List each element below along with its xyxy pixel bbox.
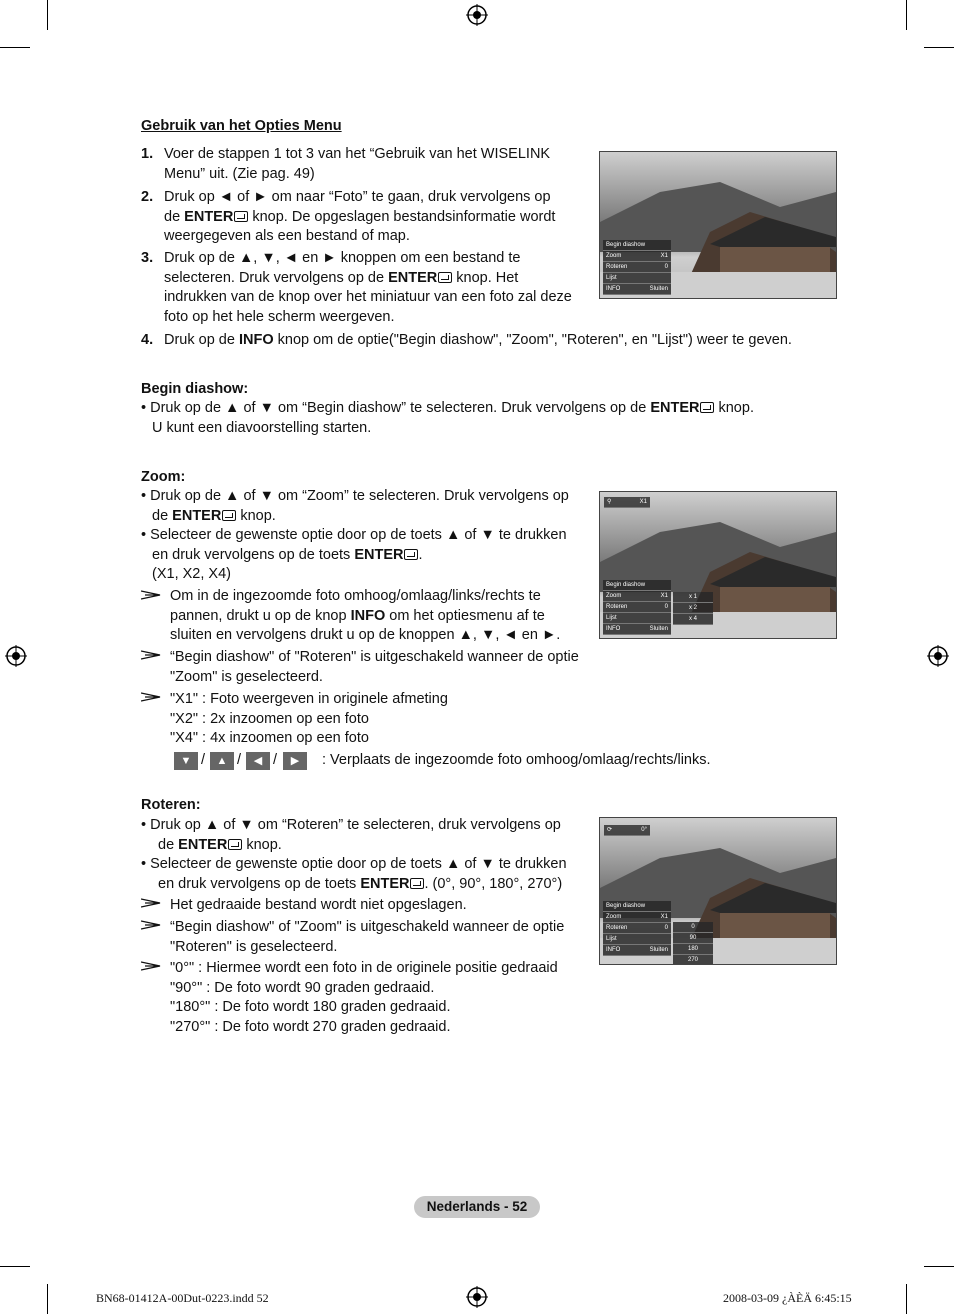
submenu-item-label: 270 [687, 957, 698, 963]
enter-label: ENTER [388, 269, 438, 286]
note-arrow-icon [141, 961, 161, 971]
menu-item-label: Zoom [606, 914, 622, 920]
step-line: Druk op ◄ of ► om naar “Foto” te gaan, druk vervolgens op [164, 189, 551, 205]
menu-item-value: 0 [664, 264, 668, 270]
submenu-item[interactable] [673, 922, 713, 933]
menu-item-label: Lijst [606, 936, 617, 942]
bullet-line: • Druk op de ▲ of ▼ om “Begin diashow” te selecteren. Druk vervolgens op de [141, 400, 651, 416]
note-arrow-icon [141, 898, 161, 908]
close-label: Sluiten [649, 947, 668, 953]
note-line: "0°" : Hiermee wordt een foto in de originele positie gedraaid [170, 960, 558, 976]
bullet-line: • Druk op ▲ of ▼ om “Roteren” te selecteren, druk vervolgens op [141, 817, 561, 833]
menu-footer [603, 624, 671, 635]
separator: / [237, 752, 242, 768]
info-label: INFO [238, 332, 274, 348]
menu-item-label: Lijst [606, 275, 617, 281]
info-badge: INFO [606, 286, 621, 292]
note-line: “Begin diashow" of "Roteren" is uitgeschakeld wanneer de optie [170, 649, 579, 665]
bullet-line: (X1, X2, X4) [152, 566, 231, 582]
enter-icon [404, 549, 418, 560]
submenu-item[interactable] [673, 955, 713, 965]
step-line: Druk op de ▲, ▼, ◄ en ► knoppen om een bestand te [164, 250, 521, 266]
menu-item-label: Lijst [606, 615, 617, 621]
enter-label: ENTER [172, 507, 222, 524]
enter-icon [410, 878, 424, 889]
crop-mark [0, 1266, 30, 1267]
step-line: weergegeven als een bestand of map. [164, 228, 410, 244]
note-line: "270°" : De foto wordt 270 graden gedraaid. [170, 1018, 451, 1035]
note-line: sluiten en vervolgens drukt u op de knoppen ▲, ▼, ◄ en ►. [170, 627, 561, 643]
menu-item[interactable] [603, 923, 671, 934]
menu-footer [603, 284, 671, 295]
bullet-line: knop. [242, 836, 282, 853]
options-menu[interactable] [603, 580, 671, 635]
note-line: "X1" : Foto weergeven in originele afmeting [170, 691, 448, 707]
note-arrow-icon [141, 590, 161, 600]
menu-item-value: 0 [664, 925, 668, 931]
step-number: 4. [141, 332, 154, 348]
enter-icon [700, 402, 714, 413]
note-arrow-icon [141, 650, 161, 660]
bullet-line: en druk vervolgens op de toets [152, 546, 355, 563]
rotate-heading: Roteren: [141, 797, 201, 813]
begin-text [141, 399, 754, 438]
zoom-note-1 [170, 587, 560, 646]
menu-item-label: Begin diashow [606, 903, 646, 909]
left-button-icon: ◀ [246, 752, 270, 770]
menu-item[interactable] [603, 934, 671, 945]
submenu-item-label: x 4 [688, 616, 697, 622]
enter-label: ENTER [178, 836, 228, 853]
menu-item[interactable] [603, 273, 671, 284]
rotate-note-1: Het gedraaide bestand wordt niet opgeslagen. [170, 897, 467, 913]
menu-item[interactable] [603, 262, 671, 273]
zoom-note-3 [170, 690, 448, 749]
rotate-icon: ⟳ [607, 827, 613, 833]
menu-item-value: 0 [664, 604, 668, 610]
menu-item[interactable] [603, 912, 671, 923]
menu-item[interactable] [603, 901, 671, 912]
step-line: knop. Het [452, 269, 519, 286]
rotate-note-3 [170, 959, 558, 1037]
options-menu[interactable] [603, 240, 671, 295]
note-arrow-icon [141, 692, 161, 702]
note-line: "Zoom" is geselecteerd. [170, 668, 323, 685]
info-badge: INFO [606, 947, 621, 953]
menu-item-label: Begin diashow [606, 582, 646, 588]
enter-icon [234, 211, 248, 222]
step-line: indrukken van de knop over het miniatuur van een foto zal deze [164, 289, 572, 305]
step-text [164, 145, 550, 184]
note-line: om het optiesmenu af te [385, 607, 545, 624]
step-number: 3. [141, 250, 154, 266]
bullet-line: . [418, 546, 423, 563]
page-number-badge: Nederlands - 52 [414, 1196, 540, 1218]
menu-item-label: Begin diashow [606, 242, 646, 248]
crop-mark [0, 47, 30, 48]
tv-screen-rotate [599, 817, 837, 965]
info-label: INFO [350, 607, 386, 624]
note-line: "180°" : De foto wordt 180 graden gedraaid. [170, 999, 451, 1015]
menu-item[interactable] [603, 240, 671, 251]
bullet-line: U kunt een diavoorstelling starten. [152, 419, 372, 436]
footer-file: BN68-01412A-00Dut-0223.indd 52 [96, 1291, 269, 1305]
zoom-indicator-value: X1 [639, 499, 647, 505]
crop-mark [47, 1284, 48, 1314]
step-line: knop om de optie("Begin diashow", "Zoom", "Roteren", en "Lijst") weer te geven. [273, 332, 792, 348]
down-button-icon: ▼ [174, 752, 198, 770]
menu-item[interactable] [603, 613, 671, 624]
bullet-line: • Druk op de ▲ of ▼ om “Zoom” te selecteren. Druk vervolgens op [141, 488, 569, 504]
menu-item-value: X1 [660, 253, 668, 259]
move-text: : Verplaats de ingezoomde foto omhoog/omlaag/rechts/links. [322, 752, 711, 768]
section-title: Gebruik van het Opties Menu [141, 118, 342, 134]
bullet-line: knop. [714, 400, 754, 416]
menu-item-value: X1 [660, 593, 668, 599]
bullet-line: . (0°, 90°, 180°, 270°) [424, 875, 563, 892]
zoom-submenu[interactable] [673, 592, 713, 625]
step-text [164, 331, 792, 351]
bullet-line: knop. [236, 507, 276, 524]
up-button-icon: ▲ [210, 752, 234, 770]
step-number: 2. [141, 189, 154, 205]
submenu-item[interactable] [673, 614, 713, 625]
note-line: "X2" : 2x inzoomen op een foto [170, 710, 369, 727]
enter-icon [222, 510, 236, 521]
submenu-item-label: 180 [687, 946, 698, 952]
bullet-line: • Selecteer de gewenste optie door op de toets ▲ of ▼ te drukken [141, 527, 567, 543]
enter-icon [438, 272, 452, 283]
bullet-line: de [152, 507, 173, 524]
step-text [164, 249, 572, 327]
crop-mark [906, 0, 907, 30]
note-line: Om in de ingezoomde foto omhoog/omlaag/links/rechts te [170, 588, 541, 604]
info-badge: INFO [606, 626, 621, 632]
enter-label: ENTER [650, 400, 700, 416]
rotate-note-2 [170, 918, 564, 957]
crop-mark [906, 1284, 907, 1314]
step-line: selecteren. Druk vervolgens op de [164, 269, 389, 286]
step-text [164, 188, 555, 247]
separator: / [273, 752, 278, 768]
close-label: Sluiten [649, 626, 668, 632]
step-line: knop. De opgeslagen bestandsinformatie wordt [248, 208, 556, 225]
menu-footer [603, 945, 671, 956]
zoom-heading: Zoom: [141, 469, 186, 485]
tv-screen-zoom [599, 491, 837, 639]
registration-mark-icon [466, 1286, 488, 1308]
step-line: Druk op de [164, 332, 239, 348]
close-label: Sluiten [649, 286, 668, 292]
zoom-text [141, 487, 569, 585]
menu-item-label: Zoom [606, 253, 622, 259]
rotate-text [141, 816, 567, 894]
step-line: Menu” uit. (Zie pag. 49) [164, 165, 315, 182]
step-line: foto op het hele scherm weergeven. [164, 308, 395, 325]
submenu-item-label: 90 [689, 935, 697, 941]
submenu-item-label: x 2 [688, 605, 697, 611]
submenu-item-label: x 1 [688, 594, 697, 600]
note-line: "90°" : De foto wordt 90 graden gedraaid. [170, 979, 435, 996]
menu-item-label: Roteren [606, 604, 628, 610]
crop-mark [924, 1266, 954, 1267]
submenu-item[interactable] [673, 603, 713, 614]
menu-item[interactable] [603, 591, 671, 602]
note-arrow-icon [141, 920, 161, 930]
zoom-note-2 [170, 648, 579, 687]
registration-mark-icon [466, 4, 488, 26]
menu-item-label: Roteren [606, 264, 628, 270]
separator: / [201, 752, 206, 768]
submenu-item[interactable] [673, 933, 713, 944]
enter-label: ENTER [354, 546, 404, 563]
right-button-icon: ▶ [283, 752, 307, 770]
menu-item-label: Roteren [606, 925, 628, 931]
tv-screen-options [599, 151, 837, 299]
bullet-line: de [158, 836, 179, 853]
submenu-item[interactable] [673, 592, 713, 603]
step-number: 1. [141, 146, 154, 162]
menu-item[interactable] [603, 602, 671, 613]
submenu-item[interactable] [673, 944, 713, 955]
note-line: “Begin diashow" of "Zoom" is uitgeschakeld wanneer de optie [170, 919, 565, 935]
registration-mark-icon [5, 645, 27, 667]
rotate-indicator-value: 0° [641, 827, 647, 833]
begin-heading: Begin diashow: [141, 381, 249, 397]
menu-item-value: X1 [660, 914, 668, 920]
note-line: pannen, drukt u op de knop [170, 607, 351, 624]
menu-item[interactable] [603, 251, 671, 262]
step-line: Voer de stappen 1 tot 3 van het “Gebruik van het WISELINK [164, 146, 551, 162]
enter-icon [228, 839, 242, 850]
enter-label: ENTER [360, 875, 410, 892]
note-line: "X4" : 4x inzoomen op een foto [170, 730, 369, 746]
zoom-indicator [604, 497, 650, 508]
crop-mark [47, 0, 48, 30]
magnifier-icon: ⚲ [607, 499, 612, 505]
bullet-line: en druk vervolgens op de toets [158, 875, 361, 892]
menu-item-label: Zoom [606, 593, 622, 599]
crop-mark [924, 47, 954, 48]
enter-label: ENTER [184, 208, 234, 225]
note-line: "Roteren" is geselecteerd. [170, 938, 338, 955]
submenu-item-label: 0 [691, 924, 695, 930]
bullet-line: • Selecteer de gewenste optie door op de toets ▲ of ▼ te drukken [141, 856, 567, 872]
footer-date: 2008-03-09 ¿ÀÈÄ 6:45:15 [723, 1291, 852, 1305]
step-line: de [164, 208, 185, 225]
rotate-indicator [604, 825, 650, 836]
menu-item[interactable] [603, 580, 671, 591]
registration-mark-icon [927, 645, 949, 667]
rotate-submenu[interactable] [673, 922, 713, 965]
options-menu[interactable] [603, 901, 671, 956]
